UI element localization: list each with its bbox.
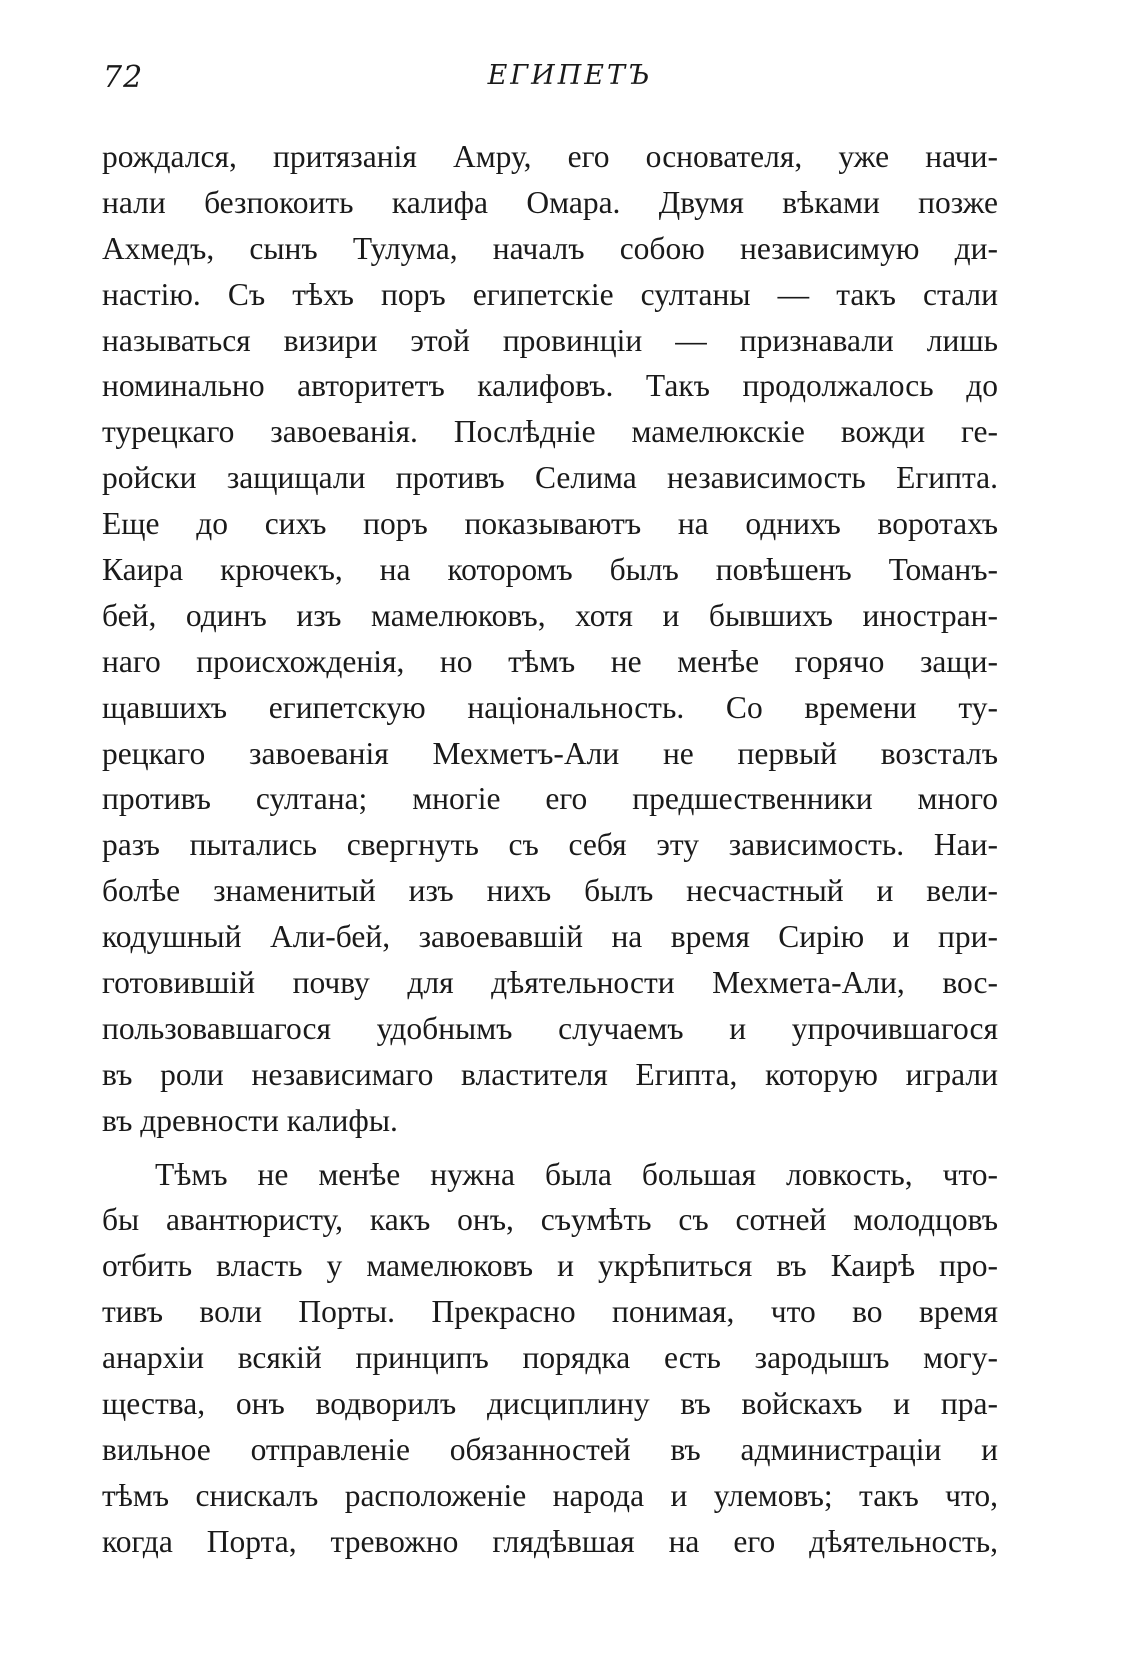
text-line: ройски защищали противъ Селима независимость Египта. [102, 460, 998, 496]
text-line: рецкаго завоеванія Мехметъ-Али не первый возсталъ [102, 735, 998, 771]
text-line: настію. Съ тѣхъ поръ египетскіе султаны — такъ стали [102, 276, 998, 312]
text-line: вильное отправленіе обязанностей въ администраціи и [102, 1431, 998, 1467]
page-number: 72 [103, 60, 144, 95]
text-line: бей, одинъ изъ мамелюковъ, хотя и бывшихъ иностран- [102, 597, 998, 633]
text-line: въ роли независимаго властителя Египта, которую играли [102, 1056, 998, 1092]
text-line: отбить власть у мамелюковъ и укрѣпиться въ Каирѣ про- [102, 1248, 998, 1284]
paragraph-gap [102, 1144, 998, 1152]
text-line: Ахмедъ, сынъ Тулума, началъ собою независимую ди- [102, 230, 998, 266]
text-line: щавшихъ египетскую національность. Со времени ту- [102, 689, 998, 725]
text-line: разъ пытались свергнуть съ себя эту зависимость. Наи- [102, 827, 998, 863]
text-line: щества, онъ водворилъ дисциплину въ войскахъ и пра- [102, 1386, 998, 1422]
text-line: нали безпокоить калифа Омара. Двумя вѣками позже [102, 184, 998, 220]
running-title: ЕГИПЕТЪ [487, 60, 653, 91]
text-line: въ древности калифы. [102, 1102, 398, 1138]
text-line: наго происхожденія, но тѣмъ не менѣе горячо защи- [102, 643, 998, 679]
text-line: Тѣмъ не менѣе нужна была большая ловкость, что- [155, 1156, 998, 1192]
text-line: болѣе знаменитый изъ нихъ былъ несчастный и вели- [102, 873, 998, 909]
text-line: турецкаго завоеванія. Послѣдніе мамелюкскіе вожди ге- [102, 414, 998, 450]
text-line: готовившій почву для дѣятельности Мехмета-Али, вос- [102, 965, 998, 1001]
text-line: Еще до сихъ поръ показываютъ на однихъ воротахъ [102, 506, 998, 542]
text-line: рождался, притязанія Амру, его основателя, уже начи- [102, 139, 998, 174]
paragraph-2 [102, 1152, 998, 1565]
text-line: номинально авторитетъ калифовъ. Такъ продолжалось до [102, 368, 998, 404]
paragraph-1 [102, 134, 998, 1144]
body-text [102, 134, 998, 1565]
text-line: пользовавшагося удобнымъ случаемъ и упрочившагося [102, 1010, 998, 1046]
text-line: называться визири этой провинціи — признавали лишь [102, 322, 998, 358]
text-line: кодушный Али-бей, завоевавшій на время Сирію и при- [102, 919, 998, 955]
text-line: Каира крючекъ, на которомъ былъ повѣшенъ Томанъ- [102, 552, 998, 588]
text-line: анархіи всякій принципъ порядка есть зародышъ могу- [102, 1340, 998, 1376]
text-line: тѣмъ снискалъ расположеніе народа и улемовъ; такъ что, [102, 1477, 998, 1513]
text-line: тивъ воли Порты. Прекрасно понимая, что во время [102, 1294, 998, 1330]
text-line: противъ султана; многіе его предшественники много [102, 781, 998, 817]
text-line: бы авантюристу, какъ онъ, съумѣть съ сотней молодцовъ [102, 1202, 998, 1238]
text-line: когда Порта, тревожно глядѣвшая на его дѣятельность, [102, 1523, 998, 1559]
